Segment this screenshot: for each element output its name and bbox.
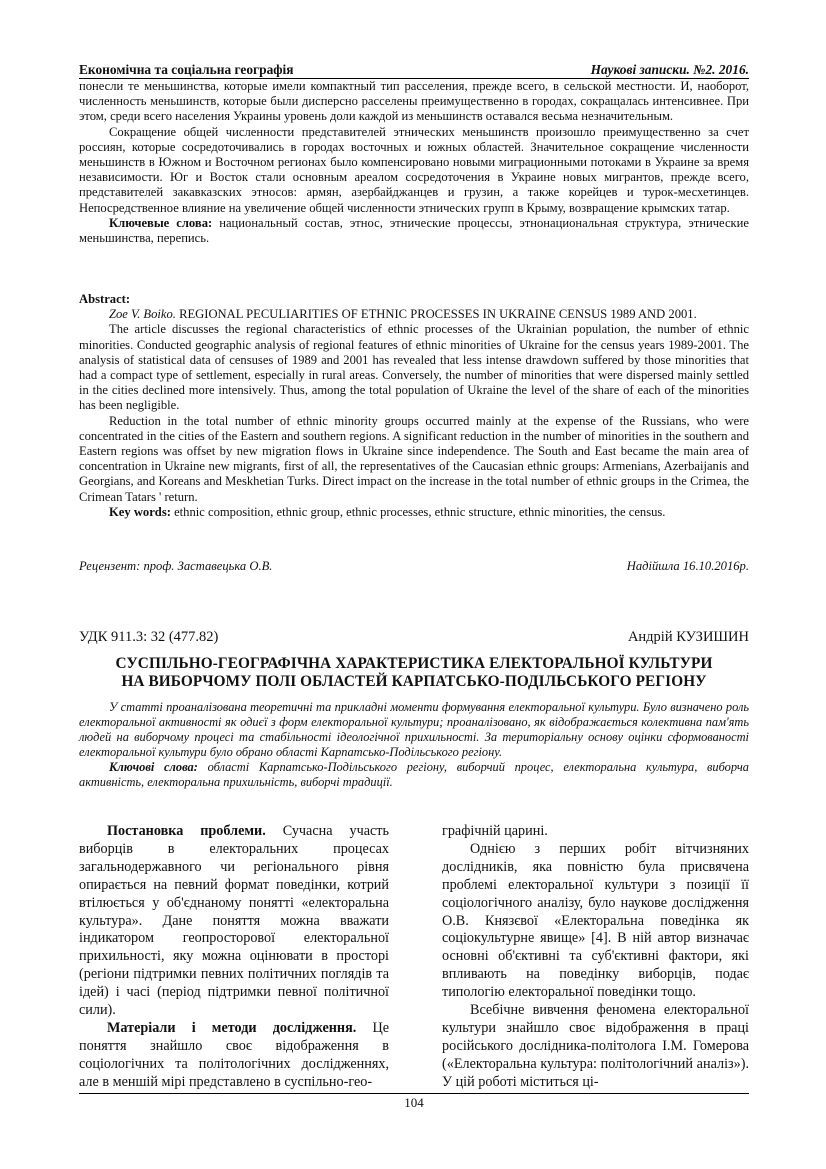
keywords-en xyxy=(79,505,749,520)
page-number: 104 xyxy=(79,1093,749,1111)
paragraph-text: Сучасна участь виборців в електоральних процесах загальнодержавного чи регіонального рівня опирається на певний формат поведінки, котрий втілюється у об'єднаному понятті «електоральна культура». Дане поняття можна вважати індикатором геопросторової електоральної прихильності, яку можна оцінювати в просторі (регіони підтримки певних політичних поглядів та ідей) і часі (період підтримки певної політичної сили). xyxy=(79,823,389,1019)
keywords-text: ethnic composition, ethnic group, ethnic processes, ethnic structure, ethnic minorities, the census. xyxy=(170,504,666,519)
section-label: Постановка проблеми. xyxy=(107,823,266,839)
keywords-label: Key words: xyxy=(109,504,171,519)
body-paragraph: Всебічне вивчення феномена електоральної культури знайшло своє відображення в праці російського дослідника-політолога І.М. Гомерова («Електоральна культура: політологічний аналіз»). У цій роботі міститься ці- xyxy=(442,1002,749,1090)
article-annotation xyxy=(79,700,749,790)
body-paragraph xyxy=(79,823,389,1020)
running-header xyxy=(79,62,749,79)
abstract-title: REGIONAL PECULIARITIES OF ETHNIC PROCESSES IN UKRAINE CENSUS 1989 AND 2001. xyxy=(175,307,697,322)
abstract-author: Zoe V. Boiko. xyxy=(109,307,176,322)
abstract-paragraph: Reduction in the total number of ethnic minority groups occurred mainly at the expense of the Russians, who were concentrated in the cities of the Eastern and southern regions. A significant reduction in the number of minorities in the southern and Eastern regions was offset by new migration flows in Ukraine since independence. The South and East became the main area of concentration in Ukraine new migrants, first of all, the representatives of the Caucasian ethnic groups: Armenians, Azerbaijanis and Georgians, and Koreans and Meskhetian Turks. Direct impact on the increase in the total number of ethnic groups in the Crimea, the Crimean Tatars ' return. xyxy=(79,413,749,504)
annotation-text: У статті проаналізована теоретичні та прикладні моменти формування електоральної культури. Було визначено роль електоральної активності як одиєї з форм електоральної культури; проаналізовано, як відображається колективна пам'ять людей на виборчому процесі та стабільності ідеологічної прихильності. За територіальну основу оцінки сформованості електоральної культури було обрано області Карпатсько-Подільського регіону. xyxy=(79,700,749,759)
keywords-ua xyxy=(79,760,749,790)
review-line xyxy=(79,559,749,574)
section-label: Матеріали і методи дослідження. xyxy=(107,1019,357,1036)
english-abstract xyxy=(79,292,749,520)
body-paragraph: графічній царині. xyxy=(442,823,548,839)
abstract-paragraph: The article discusses the regional characteristics of ethnic processes of the Ukrainian population, the number of ethnic minorities. Conducted geographic analysis of regional features of ethnic minorities of Ukraine for the census years 1989-2001. The analysis of statistical data of censuses of 1989 and 2001 has revealed that less intense drawdown suffered by those minorities that had a compact type of settlement, especially in rural areas. Conversely, the number of minorities that were dispersed mainly settled in the cities declined more intensively. Thus, among the total population of Ukraine the level of the share of each of the minorities has been negligible. xyxy=(79,322,749,413)
summary-paragraph: Сокращение общей численности представителей этнических меньшинств произошло преимущественно за счет россиян, которые сосредоточивались в городах восточных и южных областей. Значительное сокращение численности меньшинств в Южном и Восточном регионах было компенсировано новыми миграционными потоками в Украине за время независимости. Юг и Восток стали основным ареалом сосредоточения в Украине новых мигрантов, прежде всего, представителей закавказских этносов: армян, азербайджанцев и грузин, а также корейцев и турок-месхетинцев. Непосредственное влияние на увеличение общей численности этнических групп в Крыму, возвращение крымских татар. xyxy=(79,124,749,215)
body-paragraph: Однією з перших робіт вітчизняних дослідників, яка повністю була присвячена проблемі електоральної культури з позиції її соціологічного аналізу, було наукове дослідження О.В. Князєвої «Електоральна поведінка як соціокультурне явище» [4]. В ній автор визначає основні об'єктивні та суб'єктивні фактори, які впливають на поведінку виборців, подає типологію електоральної поведінки тощо. xyxy=(442,840,749,1001)
received-date: Надійшла 16.10.2016р. xyxy=(626,559,749,573)
abstract-title-line xyxy=(79,307,749,322)
right-column xyxy=(442,823,749,1092)
title-line: НА ВИБОРЧОМУ ПОЛІ ОБЛАСТЕЙ КАРПАТСЬКО-ПОДІЛЬСЬКОГО РЕГІОНУ xyxy=(121,673,707,690)
left-column xyxy=(79,823,389,1092)
body-paragraph xyxy=(79,1020,389,1092)
reviewer: Рецензент: проф. Заставецька О.В. xyxy=(79,559,273,573)
title-line: СУСПІЛЬНО-ГЕОГРАФІЧНА ХАРАКТЕРИСТИКА ЕЛЕКТОРАЛЬНОЇ КУЛЬТУРИ xyxy=(115,655,713,672)
keywords-ru xyxy=(79,216,749,246)
article-author: Андрій КУЗИШИН xyxy=(627,629,749,645)
summary-paragraph: понесли те меньшинства, которые имели компактный тип расселения, прежде всего, в сельской местности. И, наоборот, численность меньшинств, которые были дисперсно расселены преимущественно в городах, сокращалась интенсивнее. При этом, среди всего населения Украины уровень доли каждой из меньшинств оставался весьма незначительным. xyxy=(79,79,749,124)
header-journal-issue: Наукові записки. №2. 2016. xyxy=(590,62,749,77)
article-meta xyxy=(79,629,749,646)
udc-code: УДК 911.3: 32 (477.82) xyxy=(79,629,219,645)
paragraph-text: Це поняття знайшло своє відображення в соціологічних та політологічних дослідженнях, але в меншій мірі представлено в суспільно-гео- xyxy=(79,1019,390,1090)
header-section-title: Економічна та соціальна географія xyxy=(79,62,294,77)
abstract-heading: Abstract: xyxy=(79,292,131,306)
keywords-text: області Карпатсько-Подільського регіону, виборчий процес, електоральна культура, виборча активність, електоральна прихильність, виборчі традиції. xyxy=(79,760,749,789)
article-title xyxy=(79,655,749,691)
russian-summary xyxy=(79,79,749,246)
keywords-label: Ключові слова: xyxy=(109,760,198,774)
keywords-label: Ключевые слова: xyxy=(109,215,213,230)
keywords-text: национальный состав, этнос, этнические процессы, этнонациональная структура, этнические меньшинства, перепись. xyxy=(79,215,749,246)
